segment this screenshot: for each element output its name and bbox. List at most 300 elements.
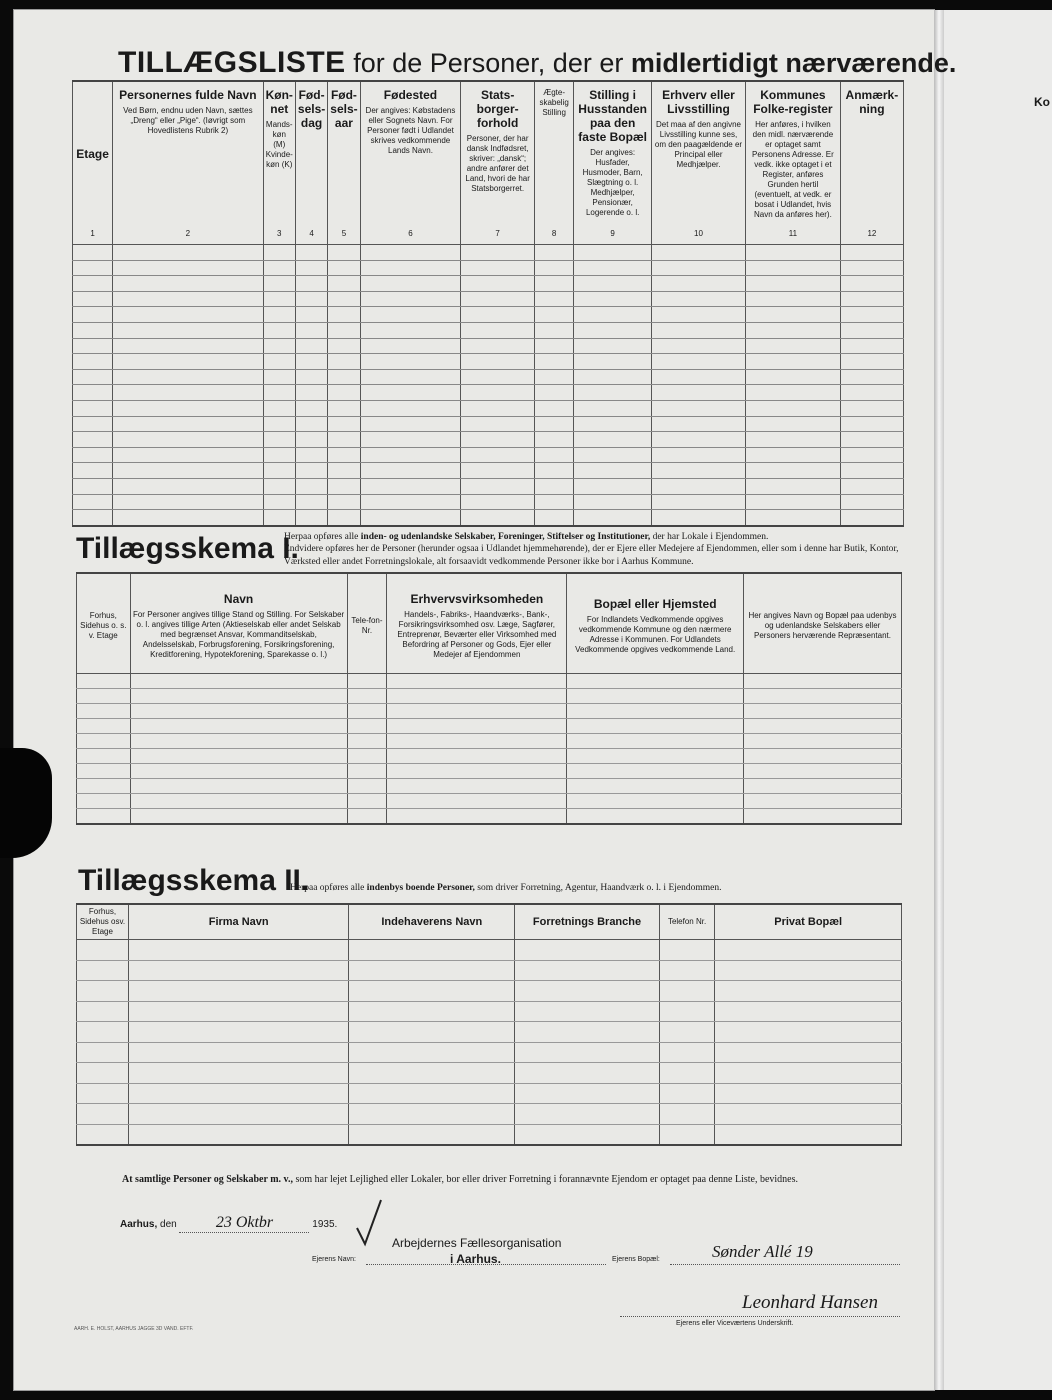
table-cell[interactable] — [113, 354, 263, 370]
table-cell[interactable] — [515, 1104, 660, 1125]
table-cell[interactable] — [360, 307, 461, 323]
table-cell[interactable] — [328, 260, 360, 276]
table-cell[interactable] — [746, 276, 841, 292]
table-cell[interactable] — [328, 510, 360, 526]
table-cell[interactable] — [113, 338, 263, 354]
table-cell[interactable] — [128, 960, 348, 981]
table-cell[interactable] — [574, 478, 652, 494]
table-cell[interactable] — [567, 764, 744, 779]
table-cell[interactable] — [347, 704, 387, 719]
table-cell[interactable] — [128, 1124, 348, 1145]
table-cell[interactable] — [574, 369, 652, 385]
table-cell[interactable] — [130, 674, 347, 689]
table-cell[interactable] — [387, 704, 567, 719]
table-cell[interactable] — [113, 322, 263, 338]
table-cell[interactable] — [461, 322, 535, 338]
table-cell[interactable] — [574, 338, 652, 354]
table-cell[interactable] — [840, 260, 903, 276]
table-cell[interactable] — [349, 1001, 515, 1022]
table-cell[interactable] — [113, 463, 263, 479]
table-cell[interactable] — [360, 245, 461, 261]
table-cell[interactable] — [73, 338, 113, 354]
table-cell[interactable] — [73, 354, 113, 370]
table-cell[interactable] — [461, 463, 535, 479]
table-cell[interactable] — [744, 674, 902, 689]
table-cell[interactable] — [840, 354, 903, 370]
table-cell[interactable] — [73, 276, 113, 292]
table-cell[interactable] — [73, 260, 113, 276]
table-cell[interactable] — [295, 416, 327, 432]
table-cell[interactable] — [387, 749, 567, 764]
table-cell[interactable] — [461, 510, 535, 526]
table-cell[interactable] — [574, 245, 652, 261]
table-cell[interactable] — [295, 322, 327, 338]
table-cell[interactable] — [574, 276, 652, 292]
table-cell[interactable] — [349, 981, 515, 1002]
table-cell[interactable] — [347, 719, 387, 734]
table-cell[interactable] — [659, 1083, 715, 1104]
table-cell[interactable] — [77, 960, 129, 981]
table-cell[interactable] — [746, 307, 841, 323]
table-cell[interactable] — [113, 291, 263, 307]
table-cell[interactable] — [130, 779, 347, 794]
table-cell[interactable] — [295, 354, 327, 370]
table-cell[interactable] — [515, 1063, 660, 1084]
table-cell[interactable] — [130, 794, 347, 809]
table-cell[interactable] — [461, 478, 535, 494]
table-cell[interactable] — [263, 245, 295, 261]
table-cell[interactable] — [263, 338, 295, 354]
table-cell[interactable] — [651, 416, 745, 432]
table-cell[interactable] — [461, 338, 535, 354]
table-cell[interactable] — [77, 689, 131, 704]
table-cell[interactable] — [387, 794, 567, 809]
table-cell[interactable] — [263, 291, 295, 307]
table-cell[interactable] — [295, 291, 327, 307]
table-cell[interactable] — [567, 674, 744, 689]
table-cell[interactable] — [113, 494, 263, 510]
table-cell[interactable] — [746, 447, 841, 463]
table-cell[interactable] — [659, 1042, 715, 1063]
table-cell[interactable] — [77, 1063, 129, 1084]
table-cell[interactable] — [651, 322, 745, 338]
table-cell[interactable] — [534, 338, 573, 354]
table-cell[interactable] — [746, 385, 841, 401]
table-cell[interactable] — [77, 1042, 129, 1063]
table-cell[interactable] — [328, 245, 360, 261]
table-cell[interactable] — [77, 674, 131, 689]
table-cell[interactable] — [651, 400, 745, 416]
table-cell[interactable] — [534, 447, 573, 463]
table-cell[interactable] — [73, 322, 113, 338]
table-cell[interactable] — [534, 245, 573, 261]
table-cell[interactable] — [840, 478, 903, 494]
table-cell[interactable] — [130, 764, 347, 779]
table-cell[interactable] — [387, 719, 567, 734]
table-cell[interactable] — [328, 432, 360, 448]
table-cell[interactable] — [840, 447, 903, 463]
table-cell[interactable] — [567, 704, 744, 719]
table-cell[interactable] — [295, 447, 327, 463]
table-cell[interactable] — [349, 1042, 515, 1063]
table-cell[interactable] — [715, 1124, 902, 1145]
table-cell[interactable] — [746, 400, 841, 416]
table-cell[interactable] — [651, 245, 745, 261]
table-cell[interactable] — [651, 338, 745, 354]
table-cell[interactable] — [295, 338, 327, 354]
table-cell[interactable] — [263, 463, 295, 479]
table-cell[interactable] — [77, 1104, 129, 1125]
table-cell[interactable] — [461, 416, 535, 432]
table-cell[interactable] — [347, 749, 387, 764]
table-cell[interactable] — [840, 463, 903, 479]
table-cell[interactable] — [387, 689, 567, 704]
table-cell[interactable] — [744, 704, 902, 719]
table-cell[interactable] — [659, 981, 715, 1002]
table-cell[interactable] — [651, 291, 745, 307]
table-cell[interactable] — [534, 354, 573, 370]
table-cell[interactable] — [574, 463, 652, 479]
table-cell[interactable] — [360, 463, 461, 479]
table-cell[interactable] — [328, 494, 360, 510]
table-cell[interactable] — [295, 245, 327, 261]
table-cell[interactable] — [744, 794, 902, 809]
table-cell[interactable] — [534, 276, 573, 292]
table-cell[interactable] — [840, 416, 903, 432]
table-cell[interactable] — [263, 432, 295, 448]
table-cell[interactable] — [746, 510, 841, 526]
table-cell[interactable] — [574, 260, 652, 276]
table-cell[interactable] — [744, 689, 902, 704]
table-cell[interactable] — [77, 794, 131, 809]
table-cell[interactable] — [534, 463, 573, 479]
table-cell[interactable] — [515, 1042, 660, 1063]
table-cell[interactable] — [651, 510, 745, 526]
table-cell[interactable] — [567, 794, 744, 809]
table-cell[interactable] — [130, 734, 347, 749]
table-cell[interactable] — [461, 369, 535, 385]
table-cell[interactable] — [73, 463, 113, 479]
table-cell[interactable] — [567, 719, 744, 734]
table-cell[interactable] — [128, 1063, 348, 1084]
table-cell[interactable] — [659, 960, 715, 981]
table-cell[interactable] — [534, 307, 573, 323]
table-cell[interactable] — [360, 400, 461, 416]
table-cell[interactable] — [128, 981, 348, 1002]
table-cell[interactable] — [659, 1124, 715, 1145]
table-cell[interactable] — [77, 809, 131, 825]
table-cell[interactable] — [130, 689, 347, 704]
table-cell[interactable] — [651, 478, 745, 494]
table-cell[interactable] — [574, 291, 652, 307]
table-cell[interactable] — [360, 354, 461, 370]
table-cell[interactable] — [360, 369, 461, 385]
table-cell[interactable] — [659, 1063, 715, 1084]
table-cell[interactable] — [515, 960, 660, 981]
table-cell[interactable] — [574, 354, 652, 370]
table-cell[interactable] — [659, 1104, 715, 1125]
table-cell[interactable] — [73, 291, 113, 307]
table-cell[interactable] — [360, 291, 461, 307]
table-cell[interactable] — [534, 369, 573, 385]
table-cell[interactable] — [328, 322, 360, 338]
table-cell[interactable] — [715, 1104, 902, 1125]
table-cell[interactable] — [840, 276, 903, 292]
table-cell[interactable] — [746, 260, 841, 276]
table-cell[interactable] — [77, 1083, 129, 1104]
table-cell[interactable] — [73, 416, 113, 432]
table-cell[interactable] — [263, 400, 295, 416]
table-cell[interactable] — [73, 400, 113, 416]
table-cell[interactable] — [73, 494, 113, 510]
table-cell[interactable] — [840, 291, 903, 307]
table-cell[interactable] — [128, 1104, 348, 1125]
table-cell[interactable] — [746, 416, 841, 432]
table-cell[interactable] — [73, 478, 113, 494]
table-cell[interactable] — [461, 291, 535, 307]
table-cell[interactable] — [461, 400, 535, 416]
table-cell[interactable] — [840, 385, 903, 401]
table-cell[interactable] — [328, 276, 360, 292]
table-cell[interactable] — [534, 400, 573, 416]
table-cell[interactable] — [746, 338, 841, 354]
table-cell[interactable] — [651, 276, 745, 292]
table-cell[interactable] — [73, 245, 113, 261]
table-cell[interactable] — [295, 494, 327, 510]
table-cell[interactable] — [73, 307, 113, 323]
table-cell[interactable] — [840, 307, 903, 323]
table-cell[interactable] — [347, 809, 387, 825]
table-cell[interactable] — [746, 291, 841, 307]
table-cell[interactable] — [77, 704, 131, 719]
table-cell[interactable] — [113, 260, 263, 276]
table-cell[interactable] — [746, 432, 841, 448]
table-cell[interactable] — [73, 510, 113, 526]
table-cell[interactable] — [263, 260, 295, 276]
table-cell[interactable] — [461, 260, 535, 276]
table-cell[interactable] — [113, 432, 263, 448]
table-cell[interactable] — [347, 764, 387, 779]
table-cell[interactable] — [128, 1001, 348, 1022]
table-cell[interactable] — [461, 307, 535, 323]
table-cell[interactable] — [744, 779, 902, 794]
table-cell[interactable] — [347, 689, 387, 704]
table-cell[interactable] — [360, 385, 461, 401]
table-cell[interactable] — [295, 463, 327, 479]
table-cell[interactable] — [744, 719, 902, 734]
table-cell[interactable] — [715, 960, 902, 981]
table-cell[interactable] — [113, 307, 263, 323]
table-cell[interactable] — [113, 369, 263, 385]
table-cell[interactable] — [534, 322, 573, 338]
table-cell[interactable] — [574, 510, 652, 526]
table-cell[interactable] — [651, 463, 745, 479]
table-cell[interactable] — [574, 385, 652, 401]
table-cell[interactable] — [328, 354, 360, 370]
table-cell[interactable] — [387, 779, 567, 794]
table-cell[interactable] — [130, 704, 347, 719]
table-cell[interactable] — [128, 1083, 348, 1104]
table-cell[interactable] — [360, 260, 461, 276]
table-cell[interactable] — [295, 369, 327, 385]
table-cell[interactable] — [349, 1022, 515, 1043]
table-cell[interactable] — [574, 322, 652, 338]
table-cell[interactable] — [295, 478, 327, 494]
table-cell[interactable] — [574, 307, 652, 323]
table-cell[interactable] — [461, 276, 535, 292]
table-cell[interactable] — [746, 494, 841, 510]
table-cell[interactable] — [77, 1022, 129, 1043]
table-cell[interactable] — [295, 432, 327, 448]
table-cell[interactable] — [263, 385, 295, 401]
table-cell[interactable] — [461, 447, 535, 463]
table-cell[interactable] — [651, 494, 745, 510]
table-cell[interactable] — [295, 307, 327, 323]
table-cell[interactable] — [295, 385, 327, 401]
table-cell[interactable] — [128, 1042, 348, 1063]
table-cell[interactable] — [77, 1124, 129, 1145]
table-cell[interactable] — [113, 447, 263, 463]
table-cell[interactable] — [840, 245, 903, 261]
table-cell[interactable] — [360, 322, 461, 338]
table-cell[interactable] — [840, 494, 903, 510]
table-cell[interactable] — [659, 1022, 715, 1043]
table-cell[interactable] — [574, 416, 652, 432]
table-cell[interactable] — [715, 940, 902, 961]
table-cell[interactable] — [461, 354, 535, 370]
table-cell[interactable] — [328, 307, 360, 323]
table-cell[interactable] — [77, 734, 131, 749]
table-cell[interactable] — [746, 354, 841, 370]
table-cell[interactable] — [574, 494, 652, 510]
table-cell[interactable] — [840, 432, 903, 448]
table-cell[interactable] — [77, 764, 131, 779]
table-cell[interactable] — [715, 1042, 902, 1063]
table-cell[interactable] — [651, 432, 745, 448]
table-cell[interactable] — [128, 940, 348, 961]
table-cell[interactable] — [534, 478, 573, 494]
table-cell[interactable] — [73, 385, 113, 401]
table-cell[interactable] — [744, 809, 902, 825]
table-cell[interactable] — [651, 447, 745, 463]
table-cell[interactable] — [387, 809, 567, 825]
table-cell[interactable] — [77, 981, 129, 1002]
table-cell[interactable] — [746, 463, 841, 479]
table-cell[interactable] — [715, 1001, 902, 1022]
table-cell[interactable] — [746, 478, 841, 494]
table-cell[interactable] — [659, 1001, 715, 1022]
table-cell[interactable] — [349, 1104, 515, 1125]
table-cell[interactable] — [349, 940, 515, 961]
table-cell[interactable] — [349, 1063, 515, 1084]
table-cell[interactable] — [574, 447, 652, 463]
table-cell[interactable] — [328, 463, 360, 479]
table-cell[interactable] — [77, 719, 131, 734]
table-cell[interactable] — [744, 749, 902, 764]
table-cell[interactable] — [360, 478, 461, 494]
table-cell[interactable] — [360, 447, 461, 463]
table-cell[interactable] — [73, 447, 113, 463]
table-cell[interactable] — [534, 291, 573, 307]
table-cell[interactable] — [715, 1083, 902, 1104]
table-cell[interactable] — [715, 1022, 902, 1043]
table-cell[interactable] — [651, 307, 745, 323]
table-cell[interactable] — [328, 447, 360, 463]
table-cell[interactable] — [534, 510, 573, 526]
table-cell[interactable] — [295, 510, 327, 526]
table-cell[interactable] — [130, 749, 347, 764]
table-cell[interactable] — [113, 510, 263, 526]
table-cell[interactable] — [515, 1001, 660, 1022]
table-cell[interactable] — [328, 400, 360, 416]
table-cell[interactable] — [328, 291, 360, 307]
table-cell[interactable] — [534, 432, 573, 448]
table-cell[interactable] — [130, 809, 347, 825]
table-cell[interactable] — [515, 1083, 660, 1104]
table-cell[interactable] — [840, 400, 903, 416]
table-cell[interactable] — [349, 1124, 515, 1145]
table-cell[interactable] — [349, 1083, 515, 1104]
table-cell[interactable] — [328, 478, 360, 494]
table-cell[interactable] — [113, 400, 263, 416]
table-cell[interactable] — [534, 494, 573, 510]
table-cell[interactable] — [651, 354, 745, 370]
table-cell[interactable] — [387, 764, 567, 779]
table-cell[interactable] — [651, 385, 745, 401]
table-cell[interactable] — [840, 338, 903, 354]
table-cell[interactable] — [387, 674, 567, 689]
table-cell[interactable] — [347, 674, 387, 689]
table-cell[interactable] — [77, 749, 131, 764]
table-cell[interactable] — [360, 416, 461, 432]
table-cell[interactable] — [515, 1022, 660, 1043]
table-cell[interactable] — [515, 940, 660, 961]
table-cell[interactable] — [461, 432, 535, 448]
table-cell[interactable] — [295, 400, 327, 416]
table-cell[interactable] — [263, 322, 295, 338]
table-cell[interactable] — [567, 749, 744, 764]
table-cell[interactable] — [295, 276, 327, 292]
table-cell[interactable] — [128, 1022, 348, 1043]
table-cell[interactable] — [77, 940, 129, 961]
table-cell[interactable] — [574, 400, 652, 416]
table-cell[interactable] — [840, 322, 903, 338]
table-cell[interactable] — [715, 1063, 902, 1084]
table-cell[interactable] — [534, 385, 573, 401]
table-cell[interactable] — [77, 1001, 129, 1022]
table-cell[interactable] — [263, 416, 295, 432]
table-cell[interactable] — [295, 260, 327, 276]
table-cell[interactable] — [113, 245, 263, 261]
table-cell[interactable] — [461, 494, 535, 510]
table-cell[interactable] — [534, 416, 573, 432]
table-cell[interactable] — [263, 510, 295, 526]
table-cell[interactable] — [515, 981, 660, 1002]
table-cell[interactable] — [328, 416, 360, 432]
table-cell[interactable] — [113, 478, 263, 494]
table-cell[interactable] — [263, 354, 295, 370]
table-cell[interactable] — [73, 432, 113, 448]
table-cell[interactable] — [130, 719, 347, 734]
table-cell[interactable] — [387, 734, 567, 749]
table-cell[interactable] — [567, 689, 744, 704]
table-cell[interactable] — [840, 510, 903, 526]
table-cell[interactable] — [349, 960, 515, 981]
table-cell[interactable] — [746, 322, 841, 338]
table-cell[interactable] — [567, 779, 744, 794]
table-cell[interactable] — [651, 260, 745, 276]
table-cell[interactable] — [263, 494, 295, 510]
